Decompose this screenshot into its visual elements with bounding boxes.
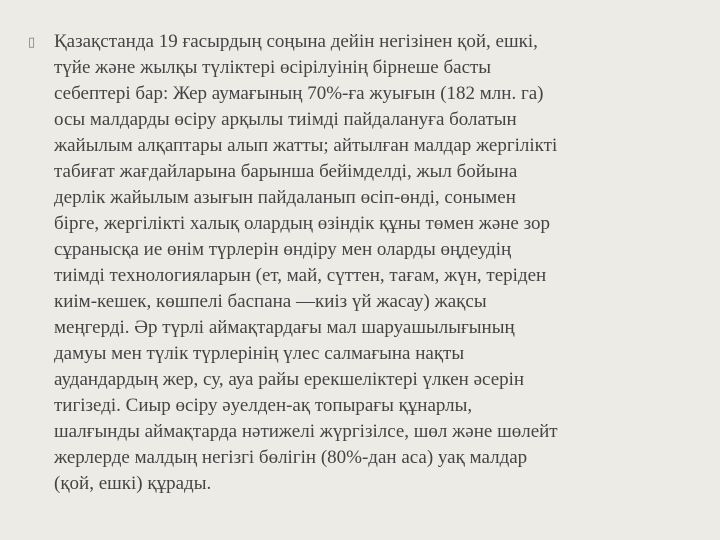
text-line-7: дерлік жайылым азығын пайдаланып өсіп-өнді, сонымен [54, 187, 516, 208]
text-line-2: түйе және жылқы түліктері өсірілуінің бірнеше басты [54, 57, 492, 78]
text-line-6: табиғат жағдайларына барынша бейімделді, жыл бойына [54, 161, 518, 182]
text-line-16: шалғынды аймақтарда нәтижелі жүргізілсе, шөл және шөлейт [54, 421, 558, 442]
text-line-10: тиімді технологияларын (ет, май, сүттен, тағам, жүн, теріден [54, 265, 547, 286]
bullet-paragraph [28, 29, 708, 497]
text-line-8: бірге, жергілікті халық олардың өзіндік құны төмен және зор [54, 213, 550, 234]
text-line-15: тигізеді. Сиыр өсіру әуелден-ақ топырағы құнарлы, [54, 395, 473, 416]
text-line-13: дамуы мен түлік түрлерінің үлес салмағына нақты [54, 343, 465, 364]
text-line-18: (қой, ешкі) құрады. [54, 473, 212, 494]
text-line-1: Қазақстанда 19 ғасырдың соңына дейін негізінен қой, ешкі, [54, 31, 538, 52]
text-line-17: жерлерде малдың негізгі бөлігін (80%-дан аса) уақ малдар [54, 447, 528, 468]
text-line-14: аудандардың жер, су, ауа райы ерекшеліктері үлкен әсерін [54, 369, 525, 390]
text-line-4: осы малдарды өсіру арқылы тиімді пайдалануға болатын [54, 109, 517, 130]
text-line-9: сұранысқа ие өнім түрлерін өндіру мен оларды өңдеудің [54, 239, 512, 260]
square-bullet-icon: ▯ [28, 35, 36, 50]
text-line-3: себептері бар: Жер аумағының 70%-ға жуығын (182 млн. га) [54, 83, 544, 104]
text-line-12: меңгерді. Әр түрлі аймақтардағы мал шаруашылығының [54, 317, 515, 338]
text-line-11: киім-кешек, көшпелі баспана —киіз үй жасау) жақсы [54, 291, 487, 312]
text-line-5: жайылым алқаптары алып жатты; айтылған малдар жергілікті [54, 135, 558, 156]
body-text [46, 29, 708, 497]
